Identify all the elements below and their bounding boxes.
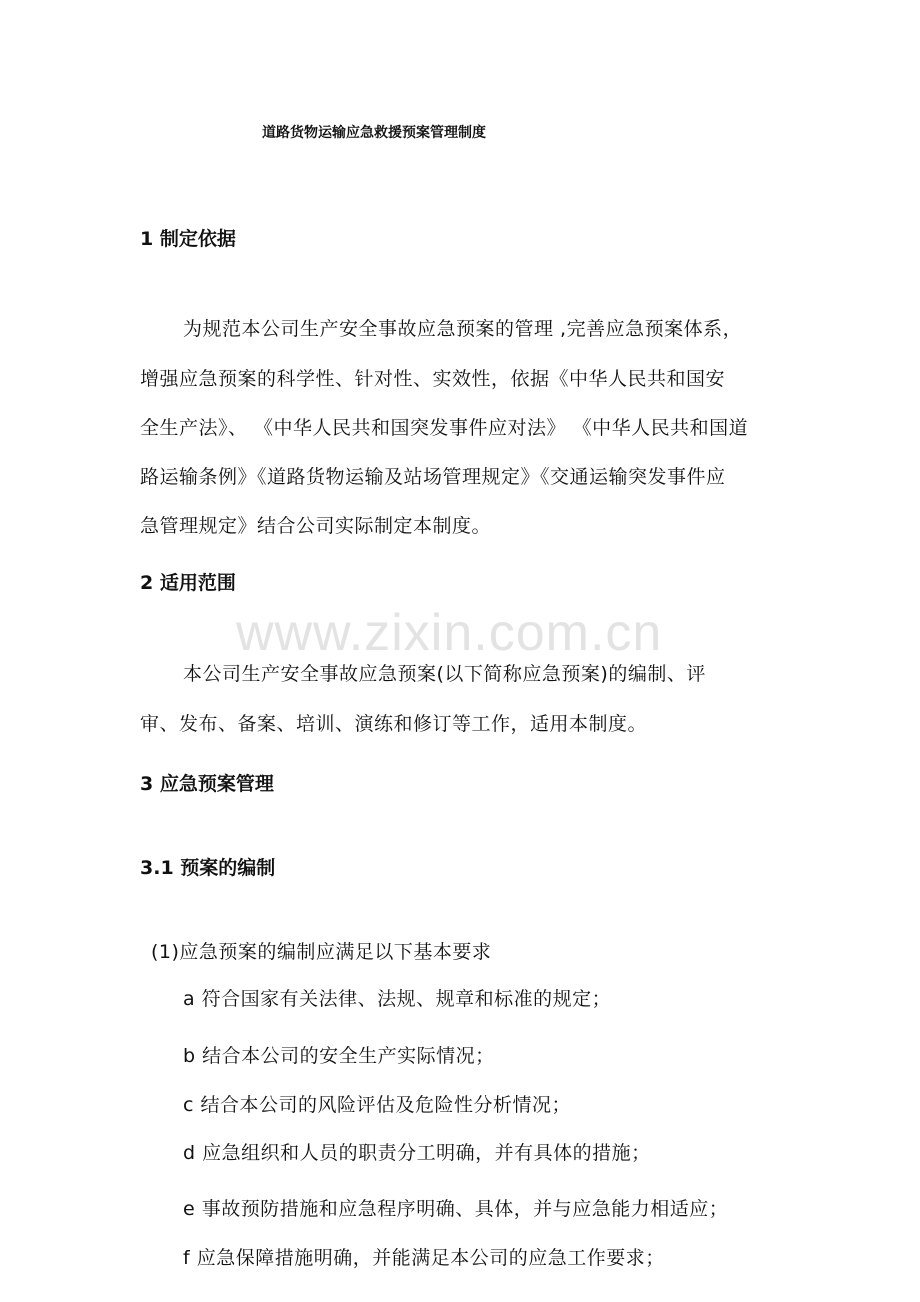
section-2-heading: 2 适用范围	[140, 572, 236, 594]
requirement-item-c: c 结合本公司的风险评估及危险性分析情况；	[183, 1094, 571, 1116]
section-1-line-3: 全生产法》、 《中华人民共和国突发事件应对法》 《中华人民共和国道	[140, 417, 749, 439]
section-1-line-1: 为规范本公司生产安全事故应急预案的管理 ,完善应急预案体系，	[183, 318, 743, 340]
section-1-line-4: 路运输条例》《道路货物运输及站场管理规定》《交通运输突发事件应	[140, 466, 726, 488]
section-2-line-2: 审、发布、备案、培训、演练和修订等工作，适用本制度。	[140, 713, 648, 735]
section-3-heading: 3 应急预案管理	[140, 773, 274, 795]
requirement-item-e: e 事故预防措施和应急程序明确、具体，并与应急能力相适应；	[183, 1198, 729, 1220]
section-3-1-heading: 3.1 预案的编制	[140, 857, 276, 879]
requirement-item-f: f 应急保障措施明确，并能满足本公司的应急工作要求；	[183, 1247, 665, 1269]
section-1-line-2: 增强应急预案的科学性、针对性、实效性，依据《中华人民共和国安	[140, 368, 726, 390]
requirements-intro: (1)应急预案的编制应满足以下基本要求	[151, 941, 492, 963]
requirement-item-b: b 结合本公司的安全生产实际情况；	[183, 1045, 495, 1067]
requirement-item-d: d 应急组织和人员的职责分工明确，并有具体的措施；	[183, 1142, 651, 1164]
requirement-item-a: a 符合国家有关法律、法规、规章和标准的规定；	[183, 988, 612, 1010]
document-title: 道路货物运输应急救援预案管理制度	[262, 125, 486, 141]
watermark: www.zixin.com.cn	[236, 604, 663, 662]
section-1-heading: 1 制定依据	[140, 228, 236, 250]
section-1-line-5: 急管理规定》结合公司实际制定本制度。	[140, 515, 492, 537]
section-2-line-1: 本公司生产安全事故应急预案(以下简称应急预案)的编制、评	[183, 663, 706, 685]
